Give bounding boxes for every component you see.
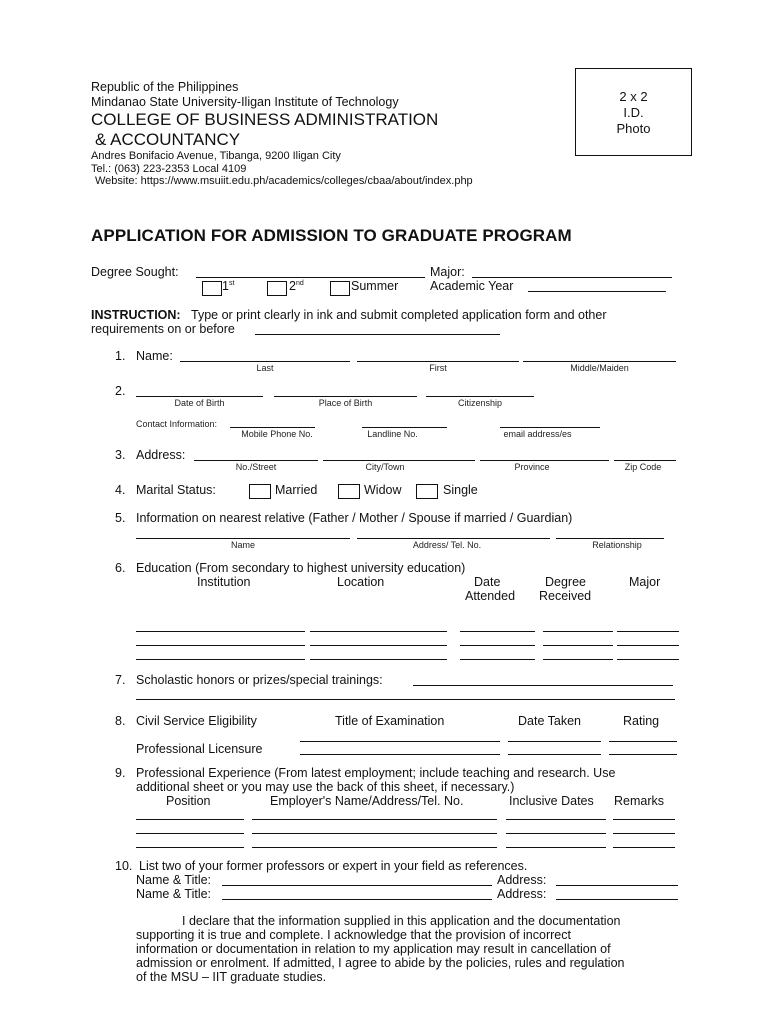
honors-label: Scholastic honors or prizes/special trainings: — [136, 673, 383, 687]
degree-sought-label: Degree Sought: — [91, 265, 179, 279]
licensure-exam-field[interactable] — [300, 754, 500, 755]
second-sem-label: 2nd — [289, 279, 304, 293]
republic-text: Republic of the Philippines — [91, 80, 239, 94]
email-caption: email address/es — [503, 429, 572, 439]
licensure-date-field[interactable] — [508, 754, 601, 755]
contact-info-label: Contact Information: — [136, 419, 218, 429]
university-text: Mindanao State University-Iligan Institute of Technology — [91, 95, 399, 109]
experience-label-line1: Professional Experience (From latest employment; include teaching and research. Use — [136, 766, 616, 780]
attended-header: Attended — [465, 589, 516, 603]
education-date-field[interactable] — [460, 631, 535, 632]
experience-employer-field[interactable] — [252, 819, 497, 820]
education-location-field[interactable] — [310, 631, 447, 632]
deadline-field[interactable] — [255, 334, 500, 335]
declaration-line5: of the MSU – IIT graduate studies. — [136, 970, 327, 984]
id-photo-box — [575, 68, 692, 156]
place-of-birth-field[interactable] — [274, 396, 417, 397]
relative-name-caption: Name — [230, 540, 255, 550]
institution-header: Institution — [197, 575, 251, 589]
honors-field-line1[interactable] — [413, 685, 673, 686]
education-major-field[interactable] — [617, 645, 679, 646]
pob-caption: Place of Birth — [318, 398, 373, 408]
experience-dates-field[interactable] — [506, 833, 606, 834]
item-number: 2. — [115, 384, 126, 398]
relationship-caption: Relationship — [592, 540, 642, 550]
ref2-name-label: Name & Title: — [136, 887, 212, 901]
experience-employer-field[interactable] — [252, 847, 497, 848]
form-title: APPLICATION FOR ADMISSION TO GRADUATE PROGRAM — [91, 226, 572, 245]
single-label: Single — [443, 483, 478, 497]
education-degree-field[interactable] — [543, 659, 613, 660]
degree-sought-field[interactable] — [196, 277, 425, 278]
middle-name-field[interactable] — [523, 361, 676, 362]
experience-dates-field[interactable] — [506, 847, 606, 848]
ref2-name-field[interactable] — [222, 899, 492, 900]
photo-label-text: Photo — [616, 121, 651, 136]
address-label: Address: — [136, 448, 186, 462]
street-field[interactable] — [194, 460, 318, 461]
item-number: 9. — [115, 766, 126, 780]
degree-header: Degree — [545, 575, 586, 589]
first-caption: First — [429, 363, 447, 373]
experience-remarks-field[interactable] — [613, 847, 675, 848]
relationship-field[interactable] — [556, 538, 664, 539]
photo-size-text: 2 x 2 — [619, 89, 648, 104]
major-header: Major — [629, 575, 661, 589]
item-number: 4. — [115, 483, 126, 497]
education-label: Education (From secondary to highest university education) — [136, 561, 466, 575]
education-degree-field[interactable] — [543, 631, 613, 632]
relative-label: Information on nearest relative (Father / Mother / Spouse if married / Guardian) — [136, 511, 573, 525]
item-number: 8. — [115, 714, 126, 728]
civil-service-rating-field[interactable] — [609, 741, 677, 742]
civil-service-date-field[interactable] — [508, 741, 601, 742]
instruction-text: INSTRUCTION: Type or print clearly in ink and submit completed application form and other — [91, 308, 607, 322]
date-taken-header: Date Taken — [518, 714, 582, 728]
ref2-address-field[interactable] — [556, 899, 678, 900]
first-sem-label: 1st — [222, 279, 235, 293]
civil-service-exam-field[interactable] — [300, 741, 500, 742]
experience-employer-field[interactable] — [252, 833, 497, 834]
last-name-field[interactable] — [180, 361, 350, 362]
education-major-field[interactable] — [617, 631, 679, 632]
city-caption: City/Town — [365, 462, 405, 472]
relative-address-caption: Address/ Tel. No. — [412, 540, 482, 550]
mobile-field[interactable] — [230, 427, 315, 428]
college-name-line1: COLLEGE OF BUSINESS ADMINISTRATION — [91, 110, 439, 129]
academic-year-field[interactable] — [528, 291, 666, 292]
experience-remarks-field[interactable] — [613, 819, 675, 820]
province-field[interactable] — [480, 460, 609, 461]
province-caption: Province — [514, 462, 550, 472]
location-header: Location — [337, 575, 385, 589]
ref1-address-label: Address: — [497, 873, 547, 887]
education-major-field[interactable] — [617, 659, 679, 660]
mobile-caption: Mobile Phone No. — [241, 429, 313, 439]
references-label: List two of your former professors or expert in your field as references. — [139, 859, 528, 873]
married-checkbox[interactable] — [249, 484, 271, 499]
education-institution-field[interactable] — [136, 659, 305, 660]
academic-year-label: Academic Year — [430, 279, 514, 293]
experience-dates-field[interactable] — [506, 819, 606, 820]
street-caption: No./Street — [235, 462, 277, 472]
first-sem-checkbox[interactable] — [202, 281, 222, 296]
declaration-line1: I declare that the information supplied in this application and the documentation — [182, 914, 621, 928]
remarks-header: Remarks — [614, 794, 665, 808]
widow-checkbox[interactable] — [338, 484, 360, 499]
summer-label: Summer — [351, 279, 399, 293]
ref1-name-label: Name & Title: — [136, 873, 212, 887]
ref2-address-label: Address: — [497, 887, 547, 901]
landline-field[interactable] — [362, 427, 447, 428]
marital-status-label: Marital Status: — [136, 483, 216, 497]
employer-header: Employer's Name/Address/Tel. No. — [270, 794, 464, 808]
position-header: Position — [166, 794, 211, 808]
experience-position-field[interactable] — [136, 847, 244, 848]
landline-caption: Landline No. — [367, 429, 418, 439]
education-date-field[interactable] — [460, 645, 535, 646]
item-number: 3. — [115, 448, 126, 462]
citizenship-field[interactable] — [426, 396, 534, 397]
ref1-name-field[interactable] — [222, 885, 492, 886]
instruction-bold: INSTRUCTION: — [91, 308, 181, 322]
widow-label: Widow — [364, 483, 402, 497]
married-label: Married — [275, 483, 318, 497]
education-location-field[interactable] — [310, 645, 447, 646]
relative-address-field[interactable] — [357, 538, 550, 539]
second-sem-checkbox[interactable] — [267, 281, 287, 296]
declaration-line2: supporting it is true and complete. I acknowledge that the provision of incorrect — [136, 928, 571, 942]
item-number: 5. — [115, 511, 126, 525]
major-field[interactable] — [472, 277, 672, 278]
college-address: Andres Bonifacio Avenue, Tibanga, 9200 Iligan City — [91, 150, 341, 162]
single-checkbox[interactable] — [416, 484, 438, 499]
college-name-line2: & ACCOUNTANCY — [95, 130, 241, 149]
education-location-field[interactable] — [310, 659, 447, 660]
email-field[interactable] — [500, 427, 600, 428]
education-date-field[interactable] — [460, 659, 535, 660]
education-degree-field[interactable] — [543, 645, 613, 646]
declaration-line3: information or documentation in relation to my application may result in cancellation of — [136, 942, 611, 956]
dob-caption: Date of Birth — [174, 398, 225, 408]
civil-service-label: Civil Service Eligibility — [136, 714, 257, 728]
citizenship-caption: Citizenship — [457, 398, 503, 408]
summer-checkbox[interactable] — [330, 281, 350, 296]
received-header: Received — [539, 589, 592, 603]
experience-position-field[interactable] — [136, 833, 244, 834]
licensure-rating-field[interactable] — [609, 754, 677, 755]
experience-label-line2: additional sheet or you may use the back of this sheet, if necessary.) — [136, 780, 515, 794]
date-of-birth-field[interactable] — [136, 396, 263, 397]
item-number: 1. — [115, 349, 126, 363]
major-label: Major: — [430, 265, 465, 279]
honors-field-line2[interactable] — [136, 699, 675, 700]
city-field[interactable] — [323, 460, 475, 461]
experience-remarks-field[interactable] — [613, 833, 675, 834]
name-label: Name: — [136, 349, 173, 363]
experience-position-field[interactable] — [136, 819, 244, 820]
college-website: Website: https://www.msuiit.edu.ph/academics/colleges/cbaa/about/index.php — [95, 175, 473, 187]
exam-title-header: Title of Examination — [335, 714, 445, 728]
photo-id-text: I.D. — [623, 105, 644, 120]
zip-caption: Zip Code — [624, 462, 662, 472]
education-institution-field[interactable] — [136, 631, 305, 632]
instruction-line2: requirements on or before — [91, 322, 235, 336]
relative-name-field[interactable] — [136, 538, 350, 539]
date-header: Date — [474, 575, 501, 589]
rating-header: Rating — [623, 714, 660, 728]
ref1-address-field[interactable] — [556, 885, 678, 886]
inclusive-dates-header: Inclusive Dates — [509, 794, 594, 808]
item-number: 6. — [115, 561, 126, 575]
item-number: 10. — [115, 859, 133, 873]
item-number: 7. — [115, 673, 126, 687]
college-tel: Tel.: (063) 223-2353 Local 4109 — [91, 163, 247, 175]
middle-caption: Middle/Maiden — [570, 363, 629, 373]
licensure-label: Professional Licensure — [136, 742, 263, 756]
education-institution-field[interactable] — [136, 645, 305, 646]
zip-field[interactable] — [614, 460, 676, 461]
last-caption: Last — [256, 363, 274, 373]
declaration-line4: admission or enrolment. If admitted, I agree to abide by the policies, rules and regulation — [136, 956, 625, 970]
first-name-field[interactable] — [357, 361, 519, 362]
